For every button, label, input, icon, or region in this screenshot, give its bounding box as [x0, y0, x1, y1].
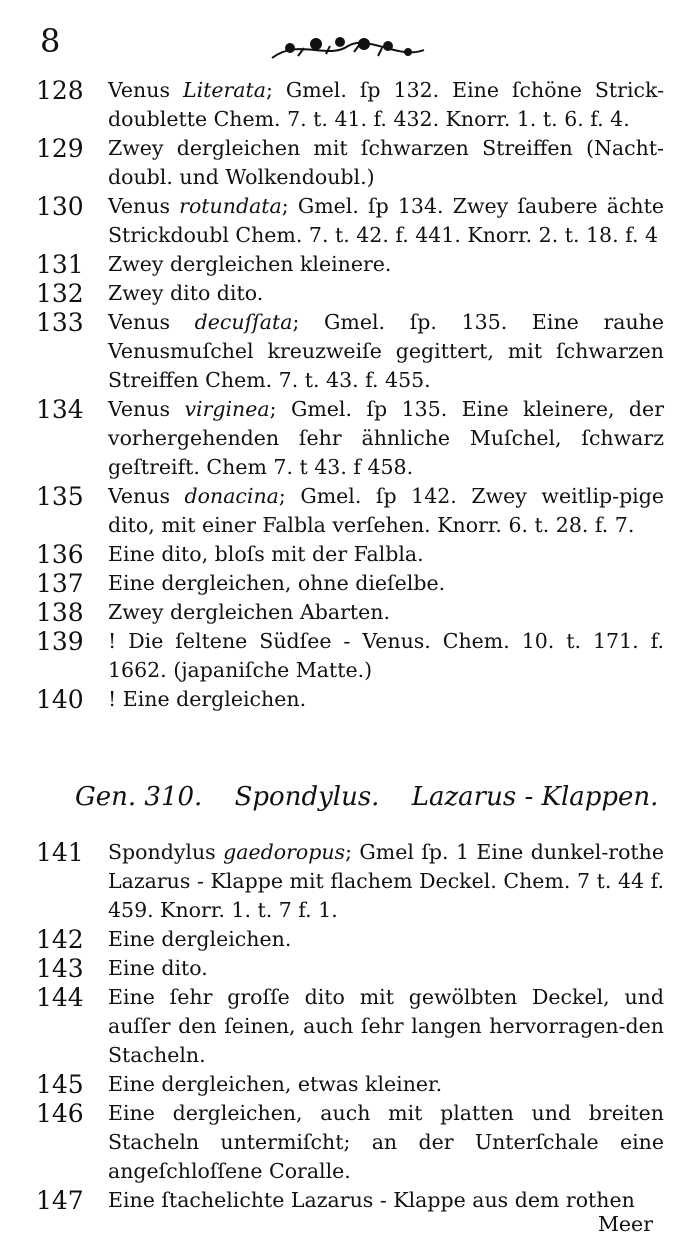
- entry-text-part: Eine dergleichen, etwas kleiner.: [108, 1072, 443, 1096]
- entry-text: [108, 1099, 664, 1186]
- entry-text-part: Eine dergleichen, ohne dieſelbe.: [108, 571, 446, 595]
- entry-text-part: Zwey dergleichen mit ſchwarzen Streiffen (Nacht-doubl. und Wolkendoubl.): [108, 136, 664, 189]
- entry-number: 136: [36, 540, 84, 569]
- catalog-entry: [32, 192, 664, 250]
- catalog-entry: [32, 279, 664, 308]
- entry-text-part: Venus: [108, 484, 185, 508]
- catalog-entry: [32, 482, 664, 540]
- entry-number: 145: [36, 1070, 84, 1099]
- catalog-entry: [32, 925, 664, 954]
- entry-number: 130: [36, 192, 84, 221]
- entry-number: 141: [36, 838, 84, 867]
- catalog-entry: [32, 308, 664, 395]
- entry-text-part: ; Gmel. ſp 134. Zwey ſaubere ächte Strickdoubl Chem. 7. t. 42. f. 441. Knorr. 2. t. 18. f. 4: [108, 194, 665, 247]
- catalog-entry: [32, 1099, 664, 1186]
- section-heading: [75, 782, 675, 812]
- entry-text-part: Eine dito, bloſs mit der Falbla.: [108, 542, 424, 566]
- entry-text-part: ; Gmel. ſp 132. Eine ſchöne Strick-doublette Chem. 7. t. 41. f. 432. Knorr. 1. t. 6. f. 4.: [108, 78, 664, 131]
- entry-number: 132: [36, 279, 84, 308]
- entry-text: [108, 954, 664, 983]
- entry-text: [108, 1070, 664, 1099]
- entry-text: [108, 1186, 664, 1215]
- entry-number: 134: [36, 395, 84, 424]
- catalog-entry: [32, 134, 664, 192]
- entry-text-part: ! Die ſeltene Südſee - Venus. Chem. 10. t. 171. f. 1662. (japaniſche Matte.): [108, 629, 664, 682]
- floral-vine-ornament: [268, 30, 428, 64]
- entry-number: 129: [36, 134, 84, 163]
- entry-text: [108, 279, 664, 308]
- entry-text: [108, 308, 664, 395]
- entry-number: 146: [36, 1099, 84, 1128]
- catalog-entry: [32, 76, 664, 134]
- catalog-entry: [32, 250, 664, 279]
- entry-text-part: ; Gmel. ſp 142. Zwey weitlip-pige dito, mit einer Falbla verſehen. Knorr. 6. t. 28. f. 7.: [108, 484, 664, 537]
- catalog-entry: [32, 954, 664, 983]
- entry-text: [108, 395, 664, 482]
- entry-number: 138: [36, 598, 84, 627]
- species-name: decuſſata: [194, 310, 293, 334]
- catalog-entry: [32, 569, 664, 598]
- entry-text: [108, 540, 664, 569]
- entry-text: [108, 250, 664, 279]
- entry-text: [108, 76, 664, 134]
- page-number: 8: [40, 22, 61, 60]
- entry-number: 144: [36, 983, 84, 1012]
- species-name: virginea: [184, 397, 270, 421]
- entry-text-part: ; Gmel. ſp. 135. Eine rauhe Venusmuſchel kreuzweiſe gegittert, mit ſchwarzen Streiffen Chem. 7. t. 43. f. 455.: [108, 310, 665, 392]
- entry-text: [108, 598, 664, 627]
- catalog-entry: [32, 685, 664, 714]
- genus-number: Gen. 310.: [75, 782, 203, 812]
- entry-text-part: Venus: [108, 310, 195, 334]
- entry-text: [108, 983, 664, 1070]
- catalog-entry: [32, 627, 664, 685]
- entry-text-part: Eine dergleichen, auch mit platten und breiten Stacheln untermiſcht; an der Unterſchale eine angeſchloſſene Coralle.: [108, 1101, 664, 1183]
- entry-number: 139: [36, 627, 84, 656]
- entry-number: 133: [36, 308, 84, 337]
- entry-text-part: Zwey dito dito.: [108, 281, 264, 305]
- entry-text-part: Spondylus: [108, 840, 224, 864]
- entry-text: [108, 925, 664, 954]
- genus-title: Lazarus - Klappen.: [411, 782, 659, 812]
- entry-text-part: Zwey dergleichen Abarten.: [108, 600, 391, 624]
- catalog-entry: [32, 598, 664, 627]
- entry-number: 142: [36, 925, 84, 954]
- entry-text-part: Venus: [108, 78, 183, 102]
- catalog-entry: [32, 540, 664, 569]
- genus-name: Spondylus.: [234, 782, 380, 812]
- entry-number: 143: [36, 954, 84, 983]
- species-name: Literata: [182, 78, 266, 102]
- entry-text-part: Zwey dergleichen kleinere.: [108, 252, 392, 276]
- catalog-entry: [32, 395, 664, 482]
- entry-text: [108, 192, 664, 250]
- entry-text: [108, 838, 664, 925]
- entry-text-part: Eine dito.: [108, 956, 208, 980]
- entry-number: 140: [36, 685, 84, 714]
- entry-number: 137: [36, 569, 84, 598]
- entry-text-part: Eine ſehr groſſe dito mit gewölbten Deckel, und auſſer den ſeinen, auch ſehr langen hervorragen-den Stacheln.: [108, 985, 664, 1067]
- species-name: rotundata: [179, 194, 282, 218]
- entry-text: [108, 685, 664, 714]
- entry-number: 147: [36, 1186, 84, 1215]
- entry-list-2: [32, 838, 664, 1215]
- species-name: gaedoropus: [223, 840, 346, 864]
- entry-text-part: ; Gmel ſp. 1 Eine dunkel-rothe Lazarus - Klappe mit flachem Deckel. Chem. 7 t. 44 f. 459. Knorr. 1. t. 7 f. 1.: [108, 840, 664, 922]
- species-name: donacina: [184, 484, 279, 508]
- entry-text-part: ! Eine dergleichen.: [108, 687, 307, 711]
- entry-text-part: Eine dergleichen.: [108, 927, 292, 951]
- entry-number: 128: [36, 76, 84, 105]
- entry-text-part: Venus: [108, 397, 185, 421]
- entry-text: [108, 627, 664, 685]
- entry-list: [32, 76, 664, 714]
- catalog-entry: [32, 1070, 664, 1099]
- entry-number: 131: [36, 250, 84, 279]
- catalog-entry: [32, 1186, 664, 1215]
- entry-text-part: ; Gmel. ſp 135. Eine kleinere, der vorhergehenden ſehr ähnliche Muſchel, ſchwarz geſtreift. Chem 7. t 43. f 458.: [108, 397, 664, 479]
- entry-number: 135: [36, 482, 84, 511]
- catchword: Meer: [597, 1212, 653, 1236]
- entry-text: [108, 134, 664, 192]
- entry-text: [108, 569, 664, 598]
- entry-text: [108, 482, 664, 540]
- entry-text-part: Eine ſtachelichte Lazarus - Klappe aus dem rothen: [108, 1188, 635, 1212]
- catalog-entry: [32, 983, 664, 1070]
- catalog-entry: [32, 838, 664, 925]
- entry-text-part: Venus: [108, 194, 180, 218]
